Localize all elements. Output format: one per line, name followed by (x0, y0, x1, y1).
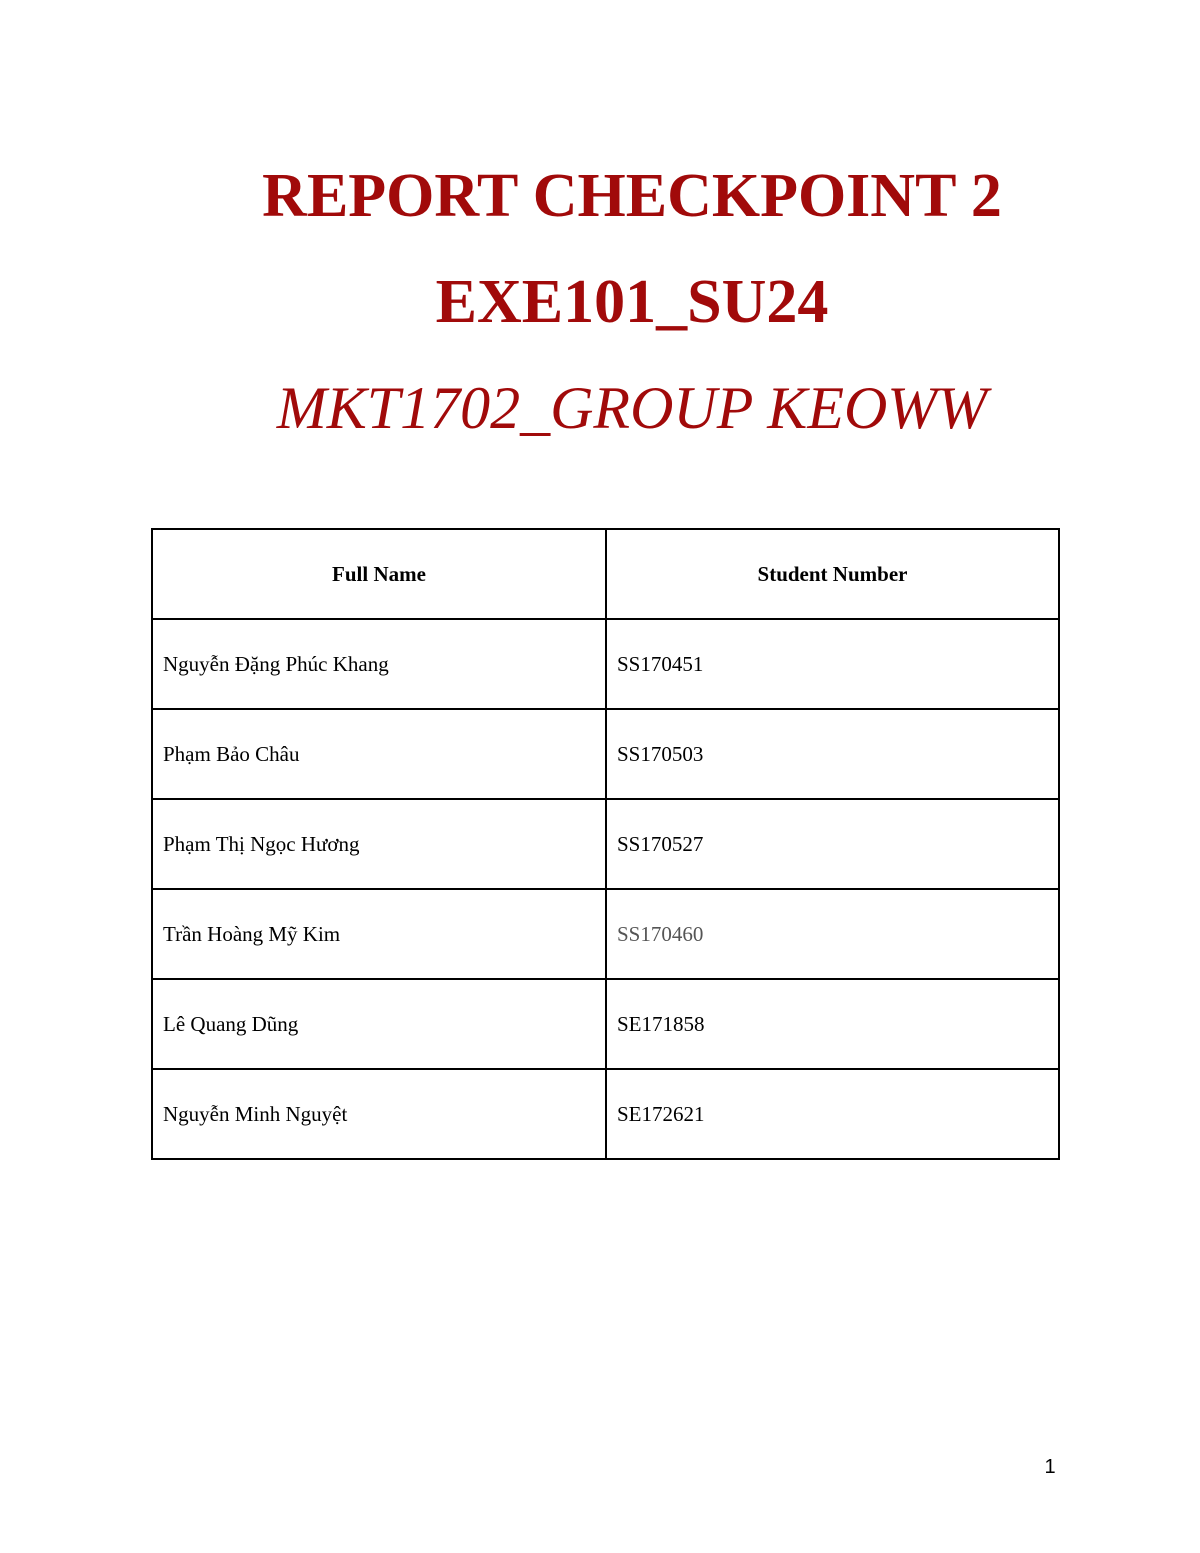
member-student-number: SS170460 (606, 889, 1059, 979)
table-row (152, 979, 1059, 1069)
member-student-number: SE172621 (606, 1069, 1059, 1159)
member-student-number: SE171858 (606, 979, 1059, 1069)
course-code: EXE101_SU24 (435, 268, 829, 336)
member-name: Phạm Bảo Châu (152, 709, 606, 799)
header-full-name: Full Name (152, 529, 606, 619)
group-name: MKT1702_GROUP KEOWW (276, 375, 988, 441)
members-table (151, 528, 1060, 1160)
member-name: Nguyễn Minh Nguyệt (152, 1069, 606, 1159)
table-row (152, 709, 1059, 799)
table-row (152, 619, 1059, 709)
table-row (152, 889, 1059, 979)
member-student-number: SS170451 (606, 619, 1059, 709)
member-name: Lê Quang Dũng (152, 979, 606, 1069)
page-number: 1 (1044, 1456, 1056, 1478)
member-student-number: SS170527 (606, 799, 1059, 889)
header-student-number: Student Number (606, 529, 1059, 619)
table-row (152, 799, 1059, 889)
member-name: Phạm Thị Ngọc Hương (152, 799, 606, 889)
member-name: Trần Hoàng Mỹ Kim (152, 889, 606, 979)
report-title: REPORT CHECKPOINT 2 (262, 162, 1002, 230)
table-row (152, 1069, 1059, 1159)
member-name: Nguyễn Đặng Phúc Khang (152, 619, 606, 709)
member-student-number: SS170503 (606, 709, 1059, 799)
table-header-row (152, 529, 1059, 619)
